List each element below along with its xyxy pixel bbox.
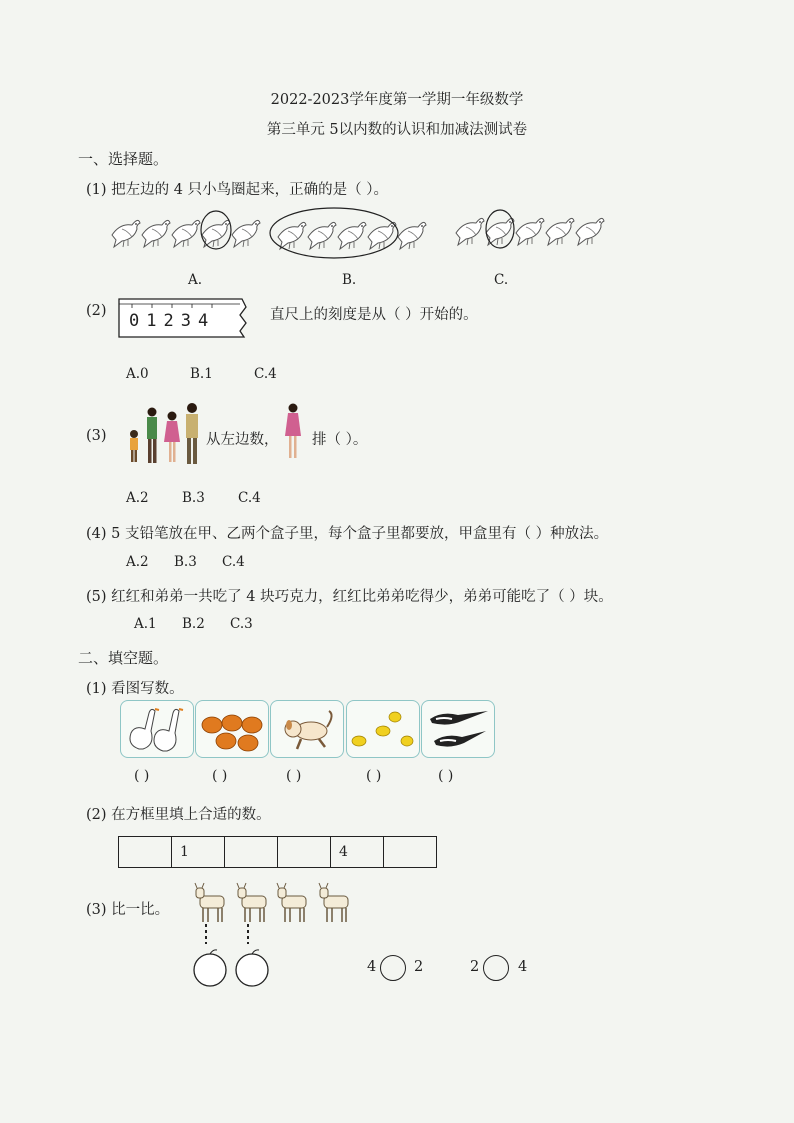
- q2-option-b: B.1: [190, 366, 213, 382]
- answer-paren-5[interactable]: ( ): [438, 768, 454, 784]
- q3-option-c: C.4: [238, 490, 261, 506]
- q5-option-b: B.2: [182, 616, 205, 632]
- question-2-text: 直尺上的刻度是从（ ）开始的。: [270, 307, 478, 323]
- family-illustration: [124, 402, 208, 468]
- grid-cell[interactable]: [384, 837, 437, 868]
- question-3-text-a: 从左边数，: [206, 432, 279, 448]
- q1-option-c: C.: [494, 272, 509, 288]
- answer-paren-1[interactable]: ( ): [134, 768, 150, 784]
- q4-option-b: B.3: [174, 554, 197, 570]
- ruler-digit: 0: [129, 311, 147, 331]
- q3-option-b: B.3: [182, 490, 205, 506]
- question-2-number: (2): [86, 303, 107, 319]
- ruler-digit: 1: [146, 311, 164, 331]
- ruler-digit: 2: [163, 311, 181, 331]
- fill-question-1-text: (1) 看图写数。: [86, 681, 184, 697]
- doc-subtitle: 第三单元 5以内数的认识和加减法测试卷: [266, 122, 528, 138]
- q1-option-a: A.: [188, 272, 203, 288]
- picture-box-chicks: [346, 700, 420, 758]
- q5-option-c: C.3: [230, 616, 253, 632]
- bird-options-illustration: [108, 205, 608, 261]
- q4-option-a: A.2: [126, 554, 149, 570]
- question-5-text: (5) 红红和弟弟一共吃了 4 块巧克力，红红比弟弟吃得少，弟弟可能吃了（ ）块。: [86, 589, 613, 605]
- compare-2-right: 4: [518, 959, 528, 975]
- q2-option-a: A.0: [126, 366, 149, 382]
- q5-option-a: A.1: [134, 616, 157, 632]
- fill-question-2-text: (2) 在方框里填上合适的数。: [86, 807, 271, 823]
- compare-2-left: 2: [470, 959, 480, 975]
- q4-option-c: C.4: [222, 554, 245, 570]
- grid-cell: 4: [331, 837, 384, 868]
- bird-group-a: [112, 211, 260, 249]
- number-grid: [118, 836, 437, 868]
- compare-1-left: 4: [367, 959, 377, 975]
- compare-1-right: 2: [414, 959, 424, 975]
- bird-group-c: [456, 210, 604, 248]
- picture-box-dog: [270, 700, 344, 758]
- answer-paren-4[interactable]: ( ): [366, 768, 382, 784]
- picture-box-pumpkins: [195, 700, 269, 758]
- bird-group-b: [270, 208, 426, 258]
- fill-question-3-text: (3) 比一比。: [86, 902, 170, 918]
- goats-apples-illustration: [190, 880, 362, 988]
- grid-cell[interactable]: [119, 837, 172, 868]
- compare-1-circle[interactable]: [380, 955, 406, 981]
- ruler-digit: 4: [198, 311, 216, 331]
- q3-option-a: A.2: [126, 490, 149, 506]
- picture-box-geese: [120, 700, 194, 758]
- question-3-text-b: 排（ ）。: [312, 432, 368, 448]
- ruler-digit: 3: [180, 311, 198, 331]
- question-4-text: (4) 5 支铅笔放在甲、乙两个盒子里，每个盒子里都要放，甲盒里有（ ）种放法。: [86, 526, 609, 542]
- question-3-number: (3): [86, 428, 107, 444]
- girl-illustration: [284, 402, 302, 464]
- grid-cell: 1: [172, 837, 225, 868]
- answer-paren-3[interactable]: ( ): [286, 768, 302, 784]
- compare-2-circle[interactable]: [483, 955, 509, 981]
- q2-option-c: C.4: [254, 366, 277, 382]
- section-title-fill: 二、填空题。: [78, 649, 169, 667]
- answer-paren-2[interactable]: ( ): [212, 768, 228, 784]
- section-title-choice: 一、选择题。: [78, 150, 169, 168]
- grid-cell[interactable]: [278, 837, 331, 868]
- picture-box-magpies: [421, 700, 495, 758]
- question-1-text: (1) 把左边的 4 只小鸟圈起来，正确的是（ ）。: [86, 182, 388, 198]
- doc-title: 2022-2023学年度第一学期一年级数学: [270, 92, 524, 108]
- grid-cell[interactable]: [225, 837, 278, 868]
- q1-option-b: B.: [342, 272, 357, 288]
